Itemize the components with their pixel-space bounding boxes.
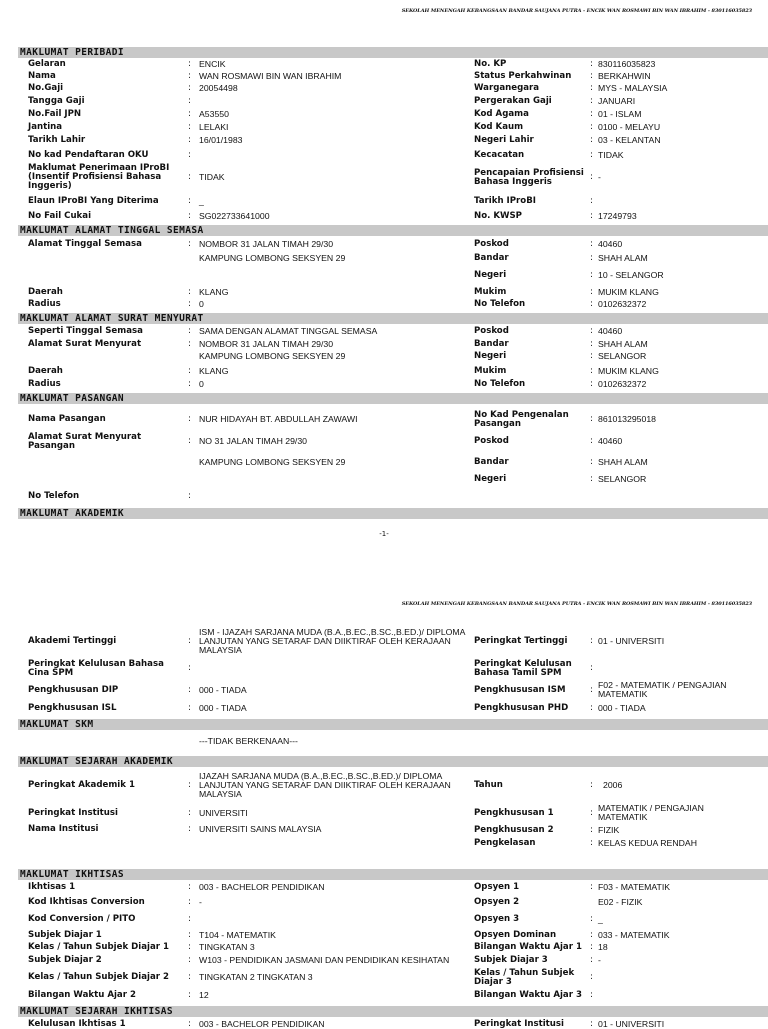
field-value: _ — [598, 914, 603, 924]
field-label: No Telefon — [474, 299, 526, 309]
field-label: Pengkhususan ISM — [474, 685, 566, 695]
field-label: No. KP — [474, 59, 507, 69]
field-label: Pengkhususan DIP — [28, 685, 119, 695]
colon: : — [590, 211, 593, 221]
colon: : — [188, 287, 191, 297]
field-value: MUKIM KLANG — [598, 366, 659, 376]
section-ikhtisas: MAKLUMAT IKHTISAS — [18, 869, 768, 880]
colon: : — [188, 882, 191, 892]
colon: : — [590, 972, 593, 982]
colon: : — [188, 366, 191, 376]
field-value: 000 - TIADA — [199, 703, 247, 713]
field-label: No Kad Pengenalan Pasangan — [474, 410, 569, 429]
field-label: Bandar — [474, 339, 509, 349]
section-akademik: MAKLUMAT AKADEMIK — [18, 508, 768, 519]
field-label: No Fail Cukai — [28, 211, 92, 221]
field-value: E02 - FIZIK — [598, 897, 643, 907]
field-value: A53550 — [199, 109, 229, 119]
field-value: 0102632372 — [598, 299, 647, 309]
page-number: -1- — [379, 530, 389, 538]
field-label: No Telefon — [28, 491, 80, 501]
field-label: Kod Agama — [474, 109, 529, 119]
field-value: LELAKI — [199, 122, 229, 132]
field-label: Ikhtisas 1 — [28, 882, 76, 892]
field-label: Alamat Tinggal Semasa — [28, 239, 142, 249]
colon: : — [188, 71, 191, 81]
field-value: TIDAK — [598, 150, 624, 160]
field-label: Negeri — [474, 474, 507, 484]
colon: : — [188, 83, 191, 93]
colon: : — [590, 96, 593, 106]
field-label: Negeri — [474, 351, 507, 361]
field-value: F03 - MATEMATIK — [598, 882, 671, 892]
colon: : — [188, 685, 191, 695]
page-header: SEKOLAH MENENGAH KEBANGSAAN BANDAR SAUJANA PUTRA - ENCIK WAN ROSMAWI BIN WAN IBRAHIM - 830116035823 — [401, 601, 752, 607]
field-value: JANUARI — [598, 96, 636, 106]
field-label: Bilangan Waktu Ajar 2 — [28, 990, 136, 1000]
field-value: WAN ROSMAWI BIN WAN IBRAHIM — [199, 71, 342, 81]
field-value: BERKAHWIN — [598, 71, 651, 81]
address-line-1: NOMBOR 31 JALAN TIMAH 29/30 — [199, 339, 334, 349]
field-value: 0 — [199, 299, 204, 309]
field-label: Daerah — [28, 366, 63, 376]
colon: : — [188, 1019, 191, 1029]
colon: : — [188, 780, 191, 790]
colon: : — [188, 663, 191, 673]
colon: : — [188, 955, 191, 965]
field-label: Kelas / Tahun Subjek Diajar 2 — [28, 972, 169, 982]
field-value: KELAS KEDUA RENDAH — [598, 838, 697, 848]
colon: : — [590, 1019, 593, 1029]
colon: : — [188, 196, 191, 206]
field-label: Elaun IProBI Yang Diterima — [28, 196, 159, 206]
field-value: 40460 — [598, 436, 623, 446]
colon: : — [590, 287, 593, 297]
field-value: KLANG — [199, 287, 229, 297]
section-alamat-tinggal: MAKLUMAT ALAMAT TINGGAL SEMASA — [18, 225, 768, 236]
colon: : — [590, 930, 593, 940]
field-value: SELANGOR — [598, 474, 647, 484]
colon: : — [590, 414, 593, 424]
colon: : — [590, 83, 593, 93]
field-value: 0 — [199, 379, 204, 389]
section-pasangan: MAKLUMAT PASANGAN — [18, 393, 768, 404]
field-label: Poskod — [474, 326, 509, 336]
field-value: SHAH ALAM — [598, 457, 648, 467]
colon: : — [590, 838, 593, 848]
colon: : — [188, 436, 191, 446]
field-label: Seperti Tinggal Semasa — [28, 326, 143, 336]
field-label: Kelulusan Ikhtisas 1 — [28, 1019, 126, 1029]
colon: : — [590, 990, 593, 1000]
field-label: Peringkat Akademik 1 — [28, 780, 135, 790]
field-value: 16/01/1983 — [199, 135, 243, 145]
field-value: 17249793 — [598, 211, 637, 221]
address-line-2: KAMPUNG LOMBONG SEKSYEN 29 — [199, 253, 346, 263]
field-label: Kod Conversion / PITO — [28, 914, 136, 924]
field-value: 830116035823 — [598, 59, 656, 69]
field-label: Pergerakan Gaji — [474, 96, 552, 106]
field-label: Maklumat Penerimaan IProBI (Insentif Profisiensi Bahasa Inggeris) — [28, 163, 170, 191]
field-label: No.Gaji — [28, 83, 64, 93]
field-label: Bandar — [474, 253, 509, 263]
field-value: 861013295018 — [598, 414, 656, 424]
colon: : — [590, 685, 593, 695]
field-label: Akademi Tertinggi — [28, 636, 117, 646]
colon: : — [590, 663, 593, 673]
colon: : — [590, 122, 593, 132]
field-value: 003 - BACHELOR PENDIDIKAN — [199, 882, 325, 892]
colon: : — [188, 930, 191, 940]
address-line-1: NOMBOR 31 JALAN TIMAH 29/30 — [199, 239, 334, 249]
colon: : — [590, 780, 593, 790]
field-label: Warganegara — [474, 83, 540, 93]
field-label: Alamat Surat Menyurat — [28, 339, 142, 349]
field-value: T104 - MATEMATIK — [199, 930, 276, 940]
section-sejarah-ikhtisas: MAKLUMAT SEJARAH IKHTISAS — [18, 1006, 768, 1017]
colon: : — [590, 351, 593, 361]
colon: : — [188, 703, 191, 713]
field-label: Bilangan Waktu Ajar 1 — [474, 942, 582, 952]
colon: : — [590, 71, 593, 81]
colon: : — [590, 196, 593, 206]
field-label: Peringkat Kelulusan Bahasa Tamil SPM — [474, 659, 572, 678]
colon: : — [590, 299, 593, 309]
field-value: KLANG — [199, 366, 229, 376]
field-label: Tahun — [474, 780, 503, 790]
page-header: SEKOLAH MENENGAH KEBANGSAAN BANDAR SAUJANA PUTRA - ENCIK WAN ROSMAWI BIN WAN IBRAHIM - 830116035823 — [401, 8, 752, 14]
colon: : — [590, 270, 593, 280]
field-value: ENCIK — [199, 59, 226, 69]
field-label: Subjek Diajar 2 — [28, 955, 102, 965]
colon: : — [590, 474, 593, 484]
field-value: 2006 — [603, 780, 623, 790]
colon: : — [590, 882, 593, 892]
colon: : — [188, 135, 191, 145]
colon: : — [590, 942, 593, 952]
colon: : — [188, 491, 191, 501]
field-label: Poskod — [474, 239, 509, 249]
address-line-1: NO 31 JALAN TIMAH 29/30 — [199, 436, 307, 446]
field-label: Alamat Surat Menyurat Pasangan — [28, 432, 142, 451]
field-label: Opsyen 2 — [474, 897, 520, 907]
field-label: Kecacatan — [474, 150, 525, 160]
colon: : — [188, 211, 191, 221]
field-value: SAMA DENGAN ALAMAT TINGGAL SEMASA — [199, 326, 378, 336]
field-value: 20054498 — [199, 83, 238, 93]
colon: : — [188, 59, 191, 69]
field-label: Poskod — [474, 436, 509, 446]
colon: : — [188, 824, 191, 834]
colon: : — [188, 972, 191, 982]
field-label: No.Fail JPN — [28, 109, 82, 119]
field-value: - — [598, 955, 601, 965]
field-value: TIDAK — [199, 172, 225, 182]
field-value: UNIVERSITI SAINS MALAYSIA — [199, 824, 322, 834]
field-label: Pengkhususan ISL — [28, 703, 117, 713]
field-value: 033 - MATEMATIK — [598, 930, 670, 940]
colon: : — [188, 326, 191, 336]
colon: : — [188, 914, 191, 924]
field-value: 000 - TIADA — [199, 685, 247, 695]
colon: : — [590, 379, 593, 389]
field-label: Gelaran — [28, 59, 66, 69]
address-line-2: KAMPUNG LOMBONG SEKSYEN 29 — [199, 457, 346, 467]
colon: : — [590, 366, 593, 376]
field-value: SHAH ALAM — [598, 253, 648, 263]
colon: : — [188, 150, 191, 160]
field-value: 0102632372 — [598, 379, 647, 389]
field-label: Mukim — [474, 366, 507, 376]
field-label: Radius — [28, 379, 61, 389]
field-label: Jantina — [28, 122, 63, 132]
colon: : — [188, 808, 191, 818]
colon: : — [590, 914, 593, 924]
field-label: No. KWSP — [474, 211, 522, 221]
field-value: 0100 - MELAYU — [598, 122, 661, 132]
field-label: Radius — [28, 299, 61, 309]
field-label: Subjek Diajar 1 — [28, 930, 102, 940]
field-label: Opsyen 3 — [474, 914, 520, 924]
colon: : — [188, 990, 191, 1000]
colon: : — [188, 897, 191, 907]
colon: : — [590, 457, 593, 467]
field-value: 01 - ISLAM — [598, 109, 642, 119]
field-label: Mukim — [474, 287, 507, 297]
field-label: Tarikh IProBI — [474, 196, 536, 206]
field-value: TINGKATAN 2 TINGKATAN 3 — [199, 972, 313, 982]
field-value: - — [199, 897, 202, 907]
colon: : — [590, 955, 593, 965]
field-value: NUR HIDAYAH BT. ABDULLAH ZAWAWI — [199, 414, 358, 424]
field-value: SG022733641000 — [199, 211, 270, 221]
field-label: Peringkat Institusi — [474, 1019, 564, 1029]
field-label: Pengkelasan — [474, 838, 536, 848]
colon: : — [188, 339, 191, 349]
colon: : — [590, 326, 593, 336]
field-label: Opsyen 1 — [474, 882, 520, 892]
field-label: Kod Ikhtisas Conversion — [28, 897, 145, 907]
field-label: Subjek Diajar 3 — [474, 955, 548, 965]
field-label: Kelas / Tahun Subjek Diajar 3 — [474, 968, 575, 987]
field-value: 000 - TIADA — [598, 703, 646, 713]
colon: : — [188, 942, 191, 952]
section-skm: MAKLUMAT SKM — [18, 719, 768, 730]
field-value: 12 — [199, 990, 209, 1000]
field-label: Bilangan Waktu Ajar 3 — [474, 990, 582, 1000]
field-label: Nama — [28, 71, 56, 81]
field-value: 18 — [598, 942, 608, 952]
field-value: 01 - UNIVERSITI — [598, 1019, 665, 1029]
colon: : — [188, 239, 191, 249]
colon: : — [590, 436, 593, 446]
colon: : — [590, 239, 593, 249]
section-alamat-surat: MAKLUMAT ALAMAT SURAT MENYURAT — [18, 313, 768, 324]
field-value: FIZIK — [598, 825, 620, 835]
field-value: SELANGOR — [598, 351, 647, 361]
colon: : — [188, 96, 191, 106]
field-value: W103 - PENDIDIKAN JASMANI DAN PENDIDIKAN KESIHATAN — [199, 955, 450, 965]
field-label: Peringkat Tertinggi — [474, 636, 568, 646]
field-label: Pengkhususan 1 — [474, 808, 554, 818]
field-label: Pencapaian Profisiensi Bahasa Inggeris — [474, 168, 584, 187]
colon: : — [590, 636, 593, 646]
colon: : — [188, 414, 191, 424]
colon: : — [590, 59, 593, 69]
field-label: Opsyen Dominan — [474, 930, 557, 940]
field-label: Nama Institusi — [28, 824, 99, 834]
colon: : — [590, 703, 593, 713]
colon: : — [590, 135, 593, 145]
field-label: Nama Pasangan — [28, 414, 106, 424]
colon: : — [590, 109, 593, 119]
field-label: Pengkhususan 2 — [474, 825, 554, 835]
colon: : — [590, 825, 593, 835]
field-label: No Telefon — [474, 379, 526, 389]
field-label: Status Perkahwinan — [474, 71, 572, 81]
field-label: Tangga Gaji — [28, 96, 85, 106]
address-line-2: KAMPUNG LOMBONG SEKSYEN 29 — [199, 351, 346, 361]
field-label: Peringkat Kelulusan Bahasa Cina SPM — [28, 659, 164, 678]
field-label: Daerah — [28, 287, 63, 297]
field-label: Pengkhususan PHD — [474, 703, 569, 713]
field-value: F02 - MATEMATIK / PENGAJIAN MATEMATIK — [598, 680, 727, 699]
field-value: 01 - UNIVERSITI — [598, 636, 665, 646]
field-value: ISM - IJAZAH SARJANA MUDA (B.A.,B.EC.,B.SC.,B.ED.)/ DIPLOMA LANJUTAN YANG SETARAF DAN DIIKTIRAF OLEH KERAJAAN MALAYSIA — [199, 627, 465, 655]
section-sejarah-akademik: MAKLUMAT SEJARAH AKADEMIK — [18, 756, 768, 767]
field-value: MATEMATIK / PENGAJIAN MATEMATIK — [598, 803, 704, 822]
colon: : — [590, 808, 593, 818]
colon: : — [188, 122, 191, 132]
field-label: Negeri Lahir — [474, 135, 534, 145]
field-value: MUKIM KLANG — [598, 287, 659, 297]
field-label: Bandar — [474, 457, 509, 467]
field-value: IJAZAH SARJANA MUDA (B.A.,B.EC.,B.SC.,B.ED.)/ DIPLOMA LANJUTAN YANG SETARAF DAN DIIKTIRAF OLEH KERAJAAN MALAYSIA — [199, 771, 451, 799]
field-value: 10 - SELANGOR — [598, 270, 664, 280]
field-value: MYS - MALAYSIA — [598, 83, 668, 93]
colon: : — [590, 172, 593, 182]
colon: : — [188, 172, 191, 182]
field-value: _ — [199, 196, 204, 206]
colon: : — [188, 379, 191, 389]
field-label: No kad Pendaftaran OKU — [28, 150, 149, 160]
field-value: 40460 — [598, 239, 623, 249]
colon: : — [590, 150, 593, 160]
colon: : — [188, 299, 191, 309]
field-label: Kod Kaum — [474, 122, 524, 132]
field-value: 03 - KELANTAN — [598, 135, 661, 145]
colon: : — [590, 339, 593, 349]
field-label: Negeri — [474, 270, 507, 280]
field-value: - — [598, 172, 601, 182]
section-peribadi: MAKLUMAT PERIBADI — [18, 47, 768, 58]
field-label: Peringkat Institusi — [28, 808, 118, 818]
skm-status: ---TIDAK BERKENAAN--- — [199, 736, 298, 746]
field-value: TINGKATAN 3 — [199, 942, 255, 952]
field-label: Kelas / Tahun Subjek Diajar 1 — [28, 942, 169, 952]
colon: : — [188, 109, 191, 119]
colon: : — [188, 636, 191, 646]
colon: : — [590, 253, 593, 263]
field-label: Tarikh Lahir — [28, 135, 86, 145]
field-value: 003 - BACHELOR PENDIDIKAN — [199, 1019, 325, 1029]
field-value: SHAH ALAM — [598, 339, 648, 349]
field-value: UNIVERSITI — [199, 808, 248, 818]
field-value: 40460 — [598, 326, 623, 336]
